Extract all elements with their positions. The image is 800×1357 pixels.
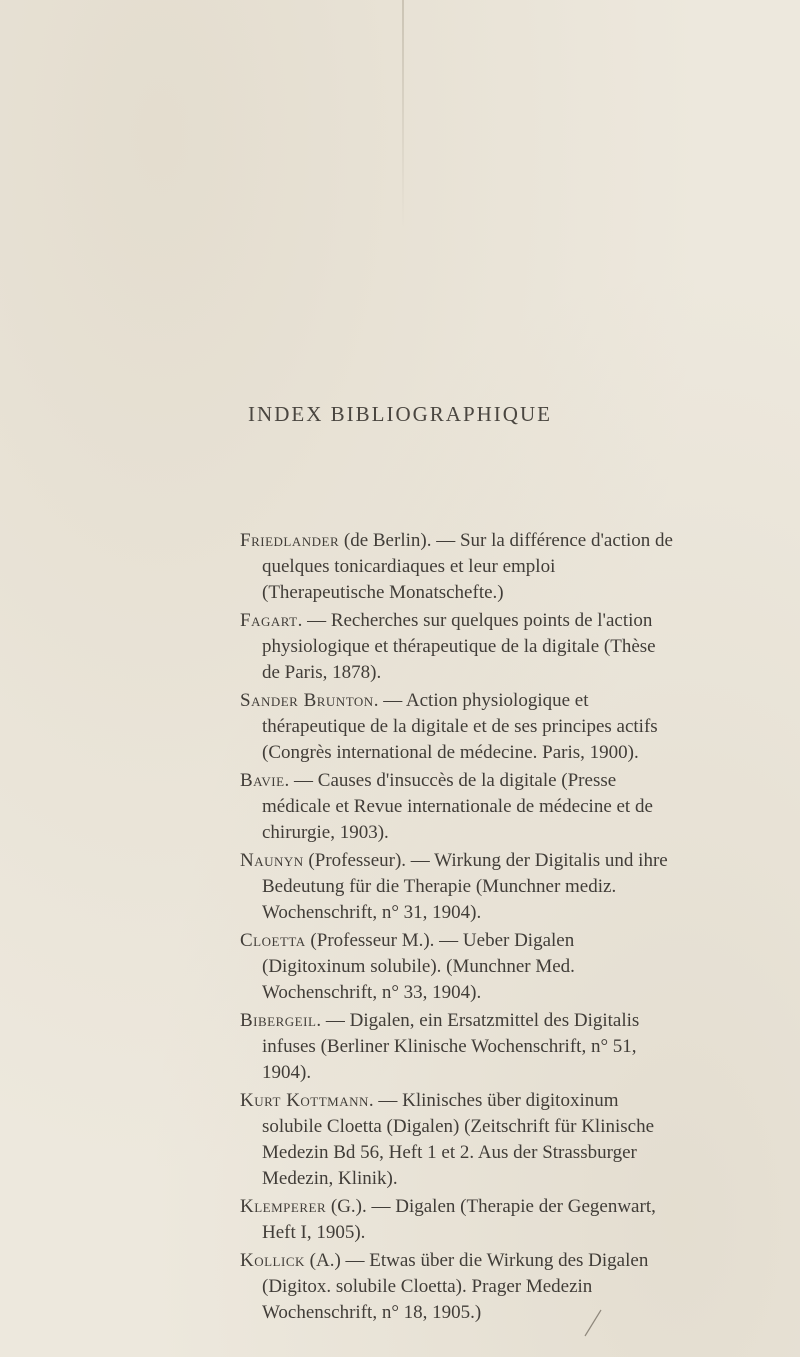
entry-text: . — Action physiologique et thérapeutique de la digitale et de ses principes actifs (Congrès international de médecine. Paris, 1900). xyxy=(262,690,658,763)
entry-author: Bibergeil xyxy=(240,1010,317,1031)
page-title: INDEX BIBLIOGRAPHIQUE xyxy=(248,402,552,426)
entry-text: (G.). — Digalen (Therapie der Gegenwart, Heft I, 1905). xyxy=(262,1196,656,1243)
entry-author: Kurt Kottmann xyxy=(240,1090,369,1111)
entry-text: . — Recherches sur quelques points de l'action physiologique et thérapeutique de la digitale (Thèse de Paris, 1878). xyxy=(262,610,656,683)
entry-text: . — Causes d'insuccès de la digitale (Presse médicale et Revue internationale de médecine et de chirurgie, 1903). xyxy=(262,770,653,843)
bibliography-list xyxy=(240,528,678,1328)
bibliography-entry xyxy=(240,768,678,846)
entry-author: Friedlander xyxy=(240,530,340,551)
entry-author: Sander Brunton xyxy=(240,690,374,711)
entry-author: Bavie xyxy=(240,770,285,791)
paper-fold-mark xyxy=(402,0,404,230)
entry-text: . — Digalen, ein Ersatzmittel des Digitalis infuses (Berliner Klinische Wochenschrift, n° 51, 1904). xyxy=(262,1010,640,1083)
entry-author: Naunyn xyxy=(240,850,304,871)
entry-author: Fagart xyxy=(240,610,298,631)
entry-text: (de Berlin). — Sur la différence d'action de quelques tonicardiaques et leur emploi (Therapeutische Monatschefte.) xyxy=(262,530,673,603)
entry-text: . — Klinisches über digitoxinum solubile Cloetta (Digalen) (Zeitschrift für Klinische Medezin Bd 56, Heft 1 et 2. Aus der Strassburger Medezin, Klinik). xyxy=(262,1090,655,1189)
bibliography-entry xyxy=(240,688,678,766)
bibliography-entry xyxy=(240,1248,678,1326)
bibliography-entry xyxy=(240,608,678,686)
entry-text: (Professeur). — Wirkung der Digitalis und ihre Bedeutung für die Therapie (Munchner mediz. Wochenschrift, n° 31, 1904). xyxy=(262,850,668,923)
bibliography-entry xyxy=(240,1008,678,1086)
entry-author: Cloetta xyxy=(240,930,306,951)
entry-author: Klemperer xyxy=(240,1196,327,1217)
bibliography-entry xyxy=(240,848,678,926)
bibliography-entry xyxy=(240,1194,678,1246)
entry-text: (A.) — Etwas über die Wirkung des Digalen (Digitox. solubile Cloetta). Prager Medezin Wochenschrift, n° 18, 1905.) xyxy=(262,1250,649,1323)
bibliography-entry xyxy=(240,528,678,606)
entry-text: (Professeur M.). — Ueber Digalen (Digitoxinum solubile). (Munchner Med. Wochenschrift, n° 33, 1904). xyxy=(262,930,575,1003)
entry-author: Kollick xyxy=(240,1250,305,1271)
pencil-mark-icon xyxy=(583,1308,603,1338)
bibliography-entry xyxy=(240,1088,678,1192)
bibliography-entry xyxy=(240,928,678,1006)
